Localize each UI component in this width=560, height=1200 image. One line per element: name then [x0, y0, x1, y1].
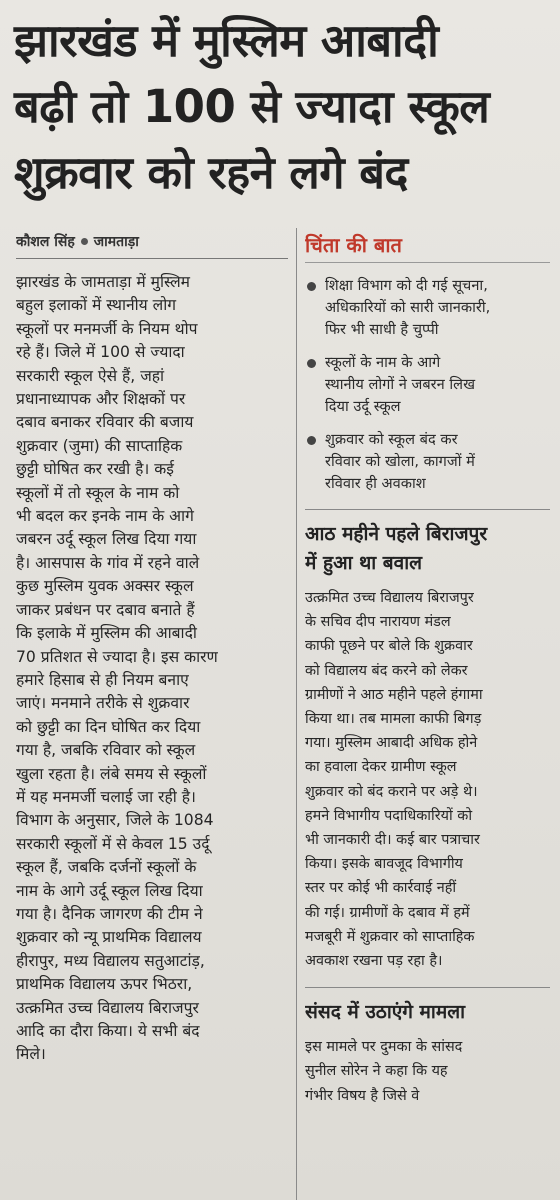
text-line: इस मामले पर दुमका के सांसद — [305, 1039, 463, 1056]
third-article-body — [305, 1035, 550, 1108]
sidebar-box-title: चिंता की बात — [305, 228, 550, 263]
byline-author: कौशल सिंह — [16, 234, 75, 250]
text-line: के सचिव दीप नारायण मंडल — [305, 614, 451, 631]
bullet-line: अधिकारियों को सारी जानकारी, — [325, 299, 491, 316]
text-line: रहे हैं। जिले में 100 से ज्यादा — [16, 343, 185, 362]
text-line: भी जानकारी दी। कई बार पत्राचार — [305, 832, 480, 849]
main-article-column — [16, 228, 288, 1200]
divider — [305, 987, 550, 988]
text-line: नाम के आगे उर्दू स्कूल लिख दिया — [16, 881, 203, 900]
text-line: काफी पूछने पर बोले कि शुक्रवार — [305, 638, 473, 655]
text-line: स्कूलों पर मनमर्जी के नियम थोप — [16, 319, 198, 338]
text-line: भी बदल कर इनके नाम के आगे — [16, 507, 194, 526]
text-line: खुला रहता है। लंबे समय से स्कूलों — [16, 764, 207, 783]
text-line: उत्क्रमित उच्च विद्यालय बिराजपुर — [16, 998, 199, 1017]
bullet-line: दिया उर्दू स्कूल — [325, 398, 401, 415]
text-line: शुक्रवार को बंद कराने पर अड़े थे। — [305, 783, 478, 800]
text-line: को विद्यालय बंद करने को लेकर — [305, 662, 468, 679]
text-line: किया था। तब मामला काफी बिगड़ — [305, 711, 482, 728]
headline-line: बढ़ी तो 100 से ज्यादा स्कूल — [14, 80, 490, 133]
text-line: को छुट्टी का दिन घोषित कर दिया — [16, 717, 201, 736]
bullet-dot-icon — [307, 282, 316, 291]
headline-line: झारखंड में मुस्लिम आबादी — [14, 14, 439, 67]
text-line: में यह मनमर्जी चलाई जा रही है। — [16, 787, 196, 806]
sidebar-bullet-item — [305, 429, 550, 495]
sidebar-bullet-item — [305, 352, 550, 418]
bullet-line: रविवार को खोला, कागजों में — [325, 453, 475, 470]
text-line: मजबूरी में शुक्रवार को साप्ताहिक — [305, 928, 475, 945]
text-line: शुक्रवार को न्यू प्राथमिक विद्यालय — [16, 928, 202, 947]
sub-article-body — [305, 586, 550, 973]
text-line: ग्रामीणों ने आठ महीने पहले हंगामा — [305, 686, 483, 703]
text-line: स्कूलों में तो स्कूल के नाम को — [16, 483, 180, 502]
text-line: किया। इसके बावजूद विभागीय — [305, 856, 463, 873]
text-line: स्कूल हैं, जबकि दर्जनों स्कूलों के — [16, 858, 197, 877]
text-line: शुक्रवार (जुमा) की साप्ताहिक — [16, 436, 183, 455]
sub-headline-line: में हुआ था बवाल — [305, 552, 422, 574]
bullet-dot-icon — [81, 238, 88, 245]
text-line: गया। मुस्लिम आबादी अधिक होने — [305, 735, 478, 752]
bullet-line: शुक्रवार को स्कूल बंद कर — [325, 431, 458, 448]
text-line: उत्क्रमित उच्च विद्यालय बिराजपुर — [305, 590, 474, 606]
text-line: बहुल इलाकों में स्थानीय लोग — [16, 296, 177, 315]
bullet-dot-icon — [307, 436, 316, 445]
text-line: का हवाला देकर ग्रामीण स्कूल — [305, 759, 457, 776]
sidebar-column — [305, 228, 550, 1200]
text-line: स्तर पर कोई भी कार्रवाई नहीं — [305, 880, 457, 897]
sub-article-headline — [305, 520, 550, 578]
text-line: है। आसपास के गांव में रहने वाले — [16, 553, 200, 572]
third-headline-line: संसद में उठाएंगे मामला — [305, 1001, 466, 1024]
text-line: प्राथमिक विद्यालय ऊपर भिठरा, — [16, 975, 193, 994]
byline-location: जामताड़ा — [93, 234, 139, 250]
text-line: छुट्टी घोषित कर रखी है। कई — [16, 460, 174, 479]
text-line: गंभीर विषय है जिसे वे — [305, 1087, 420, 1104]
text-line: कि इलाके में मुस्लिम की आबादी — [16, 624, 197, 643]
text-line: झारखंड के जामताड़ा में मुस्लिम — [16, 273, 191, 291]
text-line: जाकर प्रबंधन पर दबाव बनाते हैं — [16, 600, 195, 619]
text-line: अवकाश रखना पड़ रहा है। — [305, 953, 443, 970]
text-line: हमने विभागीय पदाधिकारियों को — [305, 807, 473, 824]
text-line: आदि का दौरा किया। ये सभी बंद — [16, 1022, 200, 1040]
text-line: गया है। दैनिक जागरण की टीम ने — [16, 904, 203, 923]
third-article-headline — [305, 998, 550, 1027]
text-line: जाएं। मनमाने तरीके से शुक्रवार — [16, 694, 190, 713]
column-divider — [296, 228, 297, 1200]
text-line: प्रधानाध्यापक और शिक्षकों पर — [16, 390, 186, 409]
sidebar-bullets — [305, 275, 550, 495]
text-line: विभाग के अनुसार, जिले के 1084 — [16, 811, 214, 830]
divider — [16, 258, 288, 259]
text-line: सरकारी स्कूलों में से केवल 15 उर्दू — [16, 834, 210, 853]
byline — [16, 228, 288, 256]
divider — [305, 509, 550, 510]
bullet-dot-icon — [307, 359, 316, 368]
text-line: कुछ मुस्लिम युवक अक्सर स्कूल — [16, 577, 194, 596]
text-line: की गई। ग्रामीणों के दबाव में हमें — [305, 904, 470, 921]
bullet-line: स्कूलों के नाम के आगे — [325, 354, 441, 371]
text-line: दबाव बनाकर रविवार की बजाय — [16, 413, 194, 432]
bullet-line: रविवार ही अवकाश — [325, 475, 426, 492]
text-line: 70 प्रतिशत से ज्यादा है। इस कारण — [16, 647, 218, 666]
bullet-line: फिर भी साधी है चुप्पी — [325, 321, 439, 338]
text-line: सरकारी स्कूल ऐसे हैं, जहां — [16, 366, 165, 385]
text-line: जबरन उर्दू स्कूल लिख दिया गया — [16, 530, 197, 549]
headline — [14, 8, 544, 206]
text-line: हमारे हिसाब से ही नियम बनाए — [16, 670, 189, 689]
sidebar-bullet-item — [305, 275, 550, 341]
headline-line: शुक्रवार को रहने लगे बंद — [14, 146, 408, 199]
main-article-body — [16, 271, 288, 1067]
text-line: मिले। — [16, 1045, 46, 1064]
text-line: गया है, जबकि रविवार को स्कूल — [16, 741, 196, 760]
bullet-line: स्थानीय लोगों ने जबरन लिख — [325, 376, 476, 393]
text-line: हीरापुर, मध्य विद्यालय सतुआटांड़, — [16, 951, 205, 970]
bullet-line: शिक्षा विभाग को दी गई सूचना, — [325, 277, 488, 294]
text-line: सुनील सोरेन ने कहा कि यह — [305, 1063, 448, 1080]
sub-headline-line: आठ महीने पहले बिराजपुर — [305, 523, 488, 545]
